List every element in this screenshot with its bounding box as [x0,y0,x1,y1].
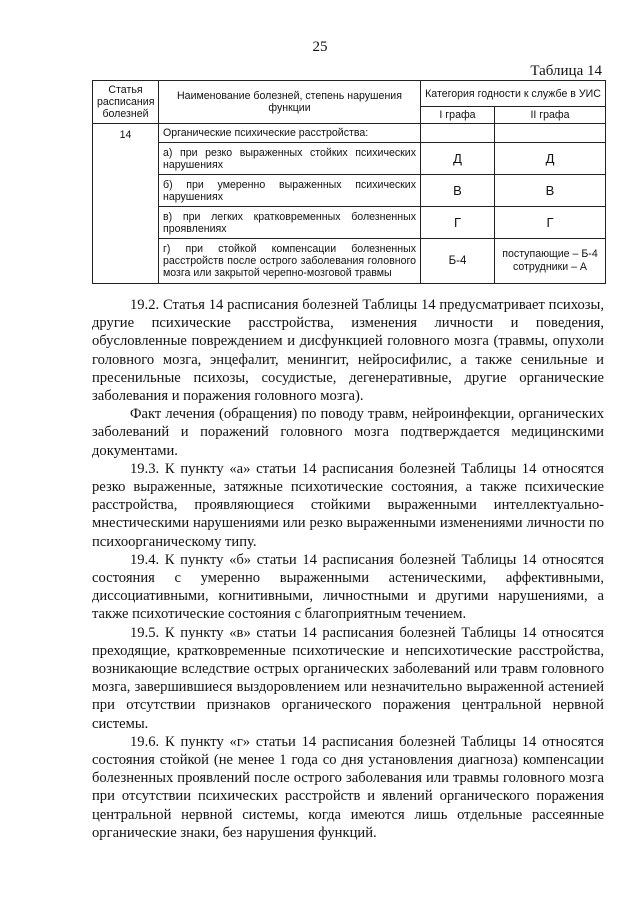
row-description: г) при стойкой компенсации болезненных расстройств после острого заболевания головного мозга или закрытой черепно-мозговой травмы [159,239,421,284]
header-column-1: I графа [421,107,495,124]
header-category: Категория годности к службе в УИС [421,81,606,107]
page-number: 25 [312,39,328,55]
paragraph: 19.6. К пункту «г» статьи 14 расписания болезней Таблицы 14 относятся состояния стойкой (не менее 1 года со дня установления диагноза) компенсации болезненных проявлений после острого заболевания или травмы головного мозга при отсутствии психических расстройств и явлений органического поражения центральной нервной системы, когда имеются лишь отдельные рассеянные органические знаки, без нарушения функций. [92,733,604,841]
row-category-2 [495,239,606,284]
article-number: 14 [93,124,159,284]
table-row [93,239,606,284]
body-text [92,296,604,842]
category-applicants: поступающие – Б-4 [502,248,598,260]
paragraph: 19.3. К пункту «а» статьи 14 расписания болезней Таблицы 14 относятся резко выраженные, затяжные психотические состояния, а также психические расстройства, проявляющиеся стойкими выраженными интеллектуально-мнестическими нарушениями или резко выраженными изменениями личности по психоорганическому типу. [92,460,604,550]
paragraph: Факт лечения (обращения) по поводу травм, нейроинфекции, органических заболеваний и поражений головного мозга подтверждается медицинскими документами. [92,406,604,459]
row-category-1: В [421,175,495,207]
header-article: Статья расписания болезней [93,81,159,124]
table-row [93,175,606,207]
row-description: в) при легких кратковременных болезненных проявлениях [159,207,421,239]
row-description: а) при резко выраженных стойких психических нарушениях [159,143,421,175]
table-row [93,207,606,239]
table-row [93,143,606,175]
row-category-1: Б-4 [421,239,495,284]
table-caption: Таблица 14 [530,63,602,79]
row-category-1: Д [421,143,495,175]
paragraph: 19.5. К пункту «в» статьи 14 расписания болезней Таблицы 14 относятся преходящие, кратковременные психотические и непсихотические расстройства, возникающие вследствие острых органических заболеваний или травм головного мозга, завершившиеся выздоровлением или незначительно выраженной астенией при отсутствии признаков органического поражения центральной нервной системы. [92,624,604,732]
disease-table [92,80,606,284]
row-category-2: В [495,175,606,207]
row-category-1 [421,124,495,143]
header-disease-name: Наименование болезней, степень нарушения функции [159,81,421,124]
row-description: б) при умеренно выраженных психических нарушениях [159,175,421,207]
row-category-2: Г [495,207,606,239]
table-row [93,124,606,143]
category-employees: сотрудники – А [513,261,587,273]
row-description: Органические психические расстройства: [159,124,421,143]
row-category-1: Г [421,207,495,239]
table-header-row [93,81,606,107]
header-column-2: II графа [495,107,606,124]
paragraph: 19.4. К пункту «б» статьи 14 расписания болезней Таблицы 14 относятся состояния с умеренно выраженными астеническими, аффективными, диссоциативными, когнитивными, личностными и другими нарушениями, а также психотические состояния с благоприятным течением. [92,551,604,623]
row-category-2 [495,124,606,143]
row-category-2: Д [495,143,606,175]
paragraph: 19.2. Статья 14 расписания болезней Таблицы 14 предусматривает психозы, другие психические расстройства, изменения личности и поведения, обусловленные повреждением и дисфункцией головного мозга (травмы, опухоли головного мозга, энцефалит, менингит, нейросифилис, а также сенильные и пресенильные психозы, сосудистые, дегенеративные, другие органические заболевания и поражения головного мозга). [92,297,604,405]
